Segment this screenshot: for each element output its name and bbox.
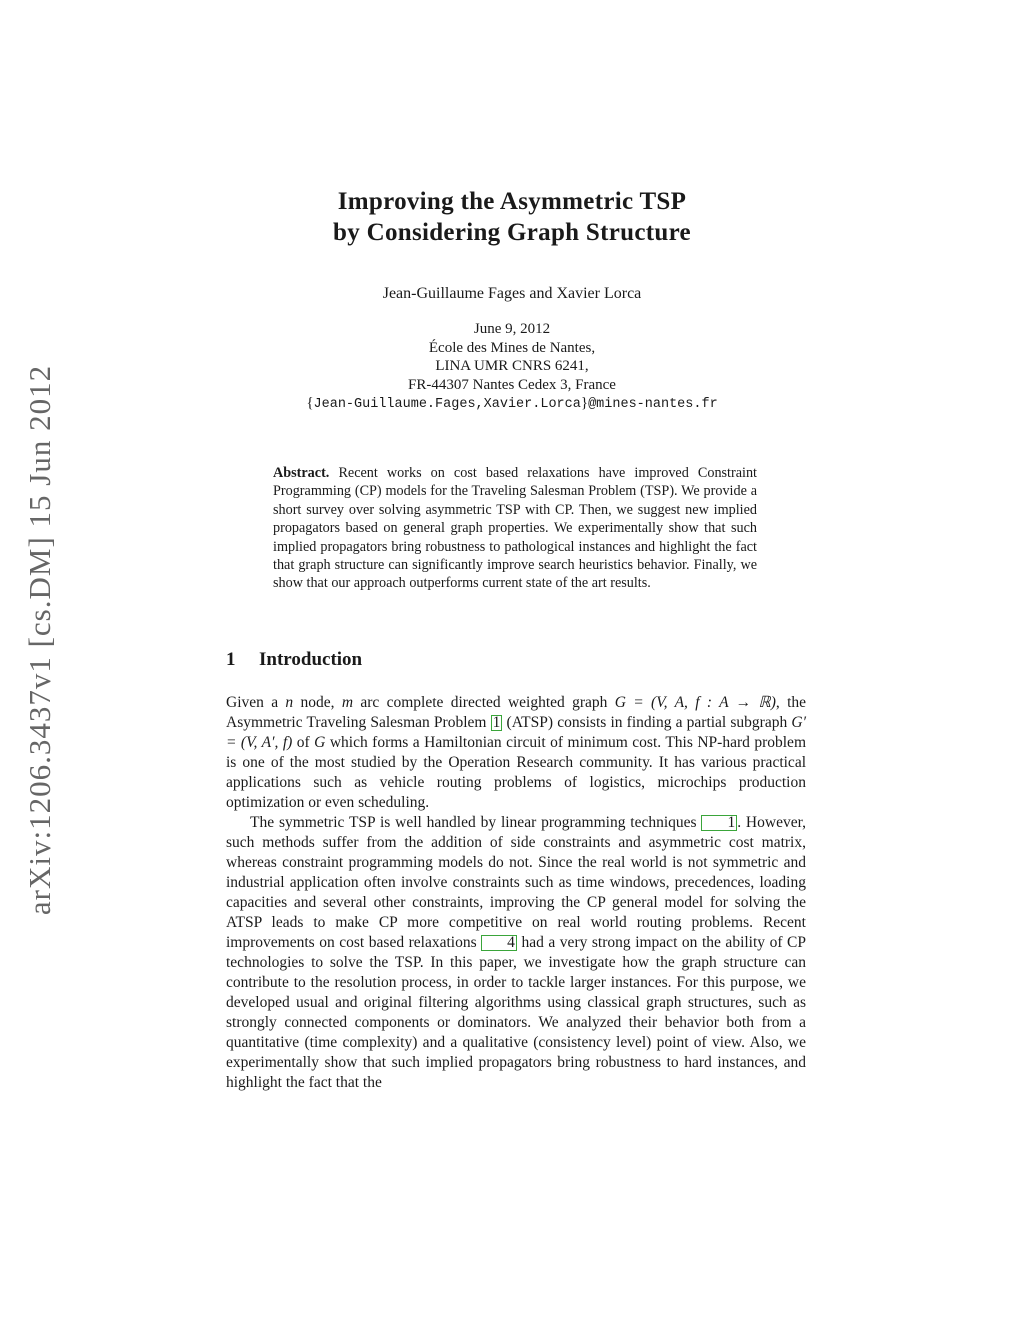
p1-text-7: which forms a Hamiltonian circuit of minimum cost. This NP-hard problem is one of the most studied by the Operation Research community. It has various practical applications such as vehicle routing problems of logistics, microchips production optimization or even scheduling. [226, 734, 806, 811]
email-brace-close: } [580, 395, 589, 411]
abstract-text: Recent works on cost based relaxations have improved Constraint Programming (CP) models for the Traveling Salesman Problem (TSP). We provide a short survey over solving asymmetric TSP with CP. Then, we suggest new implied propagators based on general graph properties. We experimentally show that such implied propagators bring robustness to pathological instances and highlight the fact that graph structure can significantly improve search heuristics behavior. Finally, we show that our approach outperforms current state of the art results. [273, 465, 758, 592]
abstract [273, 464, 757, 593]
p1-math-g: G [314, 734, 326, 751]
p1-math-graph: G = (V, A, f : A → ℝ) [614, 694, 776, 711]
school: École des Mines de Nantes, [428, 339, 596, 356]
paragraph-1 [226, 693, 806, 813]
abstract-label: Abstract. [273, 465, 330, 481]
email-domain: @mines-nantes.fr [588, 397, 718, 412]
affiliation-block [0, 320, 1024, 415]
date: June 9, 2012 [473, 321, 551, 337]
p2-text-2: . However, such methods suffer from the addition of side constraints and asymmetric cost matrix, whereas constraint programming models do not. Since the real world is not symmetric and industrial application often involve constraints such as time windows, precedences, loading capacities and several other constraints, improving the CP general model for solving the ATSP leads to make CP more competitive on real world routing problems. Recent improvements on cost based relaxations [226, 814, 806, 951]
email-names: Jean-Guillaume.Fages,Xavier.Lorca [313, 397, 581, 412]
email[interactable] [0, 394, 1024, 415]
paragraph-2 [226, 813, 806, 1093]
arxiv-side-label: arXiv:1206.3437v1 [cs.DM] 15 Jun 2012 [22, 364, 57, 916]
address: FR-44307 Nantes Cedex 3, France [408, 376, 616, 393]
lab: LINA UMR CNRS 6241, [435, 358, 589, 374]
authors: Jean-Guillaume Fages and Xavier Lorca [382, 285, 642, 302]
p1-math-n: n [285, 694, 294, 711]
title-line-1: Improving the Asymmetric TSP [337, 188, 687, 215]
paper-title [0, 186, 1024, 248]
citation-link[interactable]: 1 [701, 815, 737, 831]
p1-text-6: of [292, 734, 315, 751]
body-text [226, 693, 806, 1093]
p2-text-3: had a very strong impact on the ability of CP technologies to solve the TSP. In this paper, we investigate how the graph structure can contribute to the resolution process, in order to tackle larger instances. For this purpose, we developed usual and original filtering algorithms using classical graph structures, such as strongly connected components or dominators. We analyzed their behavior both from a quantitative (time complexity) and a qualitative (consistency level) point of view. Also, we experimentally show that such implied propagators bring robustness to hard instances, and highlight the fact that the [226, 934, 806, 1091]
p1-text-1: Given a [226, 694, 286, 711]
section-number: 1 [226, 649, 236, 670]
p1-text-3: arc complete directed weighted graph [353, 694, 615, 711]
section-heading [226, 648, 362, 672]
p2-text-1: The symmetric TSP is well handled by linear programming techniques [250, 814, 702, 831]
citation-link[interactable]: 4 [481, 935, 517, 951]
citation-link[interactable]: 1 [492, 714, 501, 731]
p1-math-m: m [341, 694, 354, 711]
p1-math-subgraph: G′ = (V, A′, f) [226, 714, 806, 751]
title-line-2: by Considering Graph Structure [333, 219, 691, 246]
p1-text-2: node, [293, 694, 342, 711]
section-title: Introduction [259, 649, 363, 670]
email-brace-open: { [306, 395, 314, 411]
p1-text-4: , the Asymmetric Traveling Salesman Problem [226, 694, 807, 731]
p1-text-5: (ATSP) consists in finding a partial subgraph [502, 714, 792, 731]
